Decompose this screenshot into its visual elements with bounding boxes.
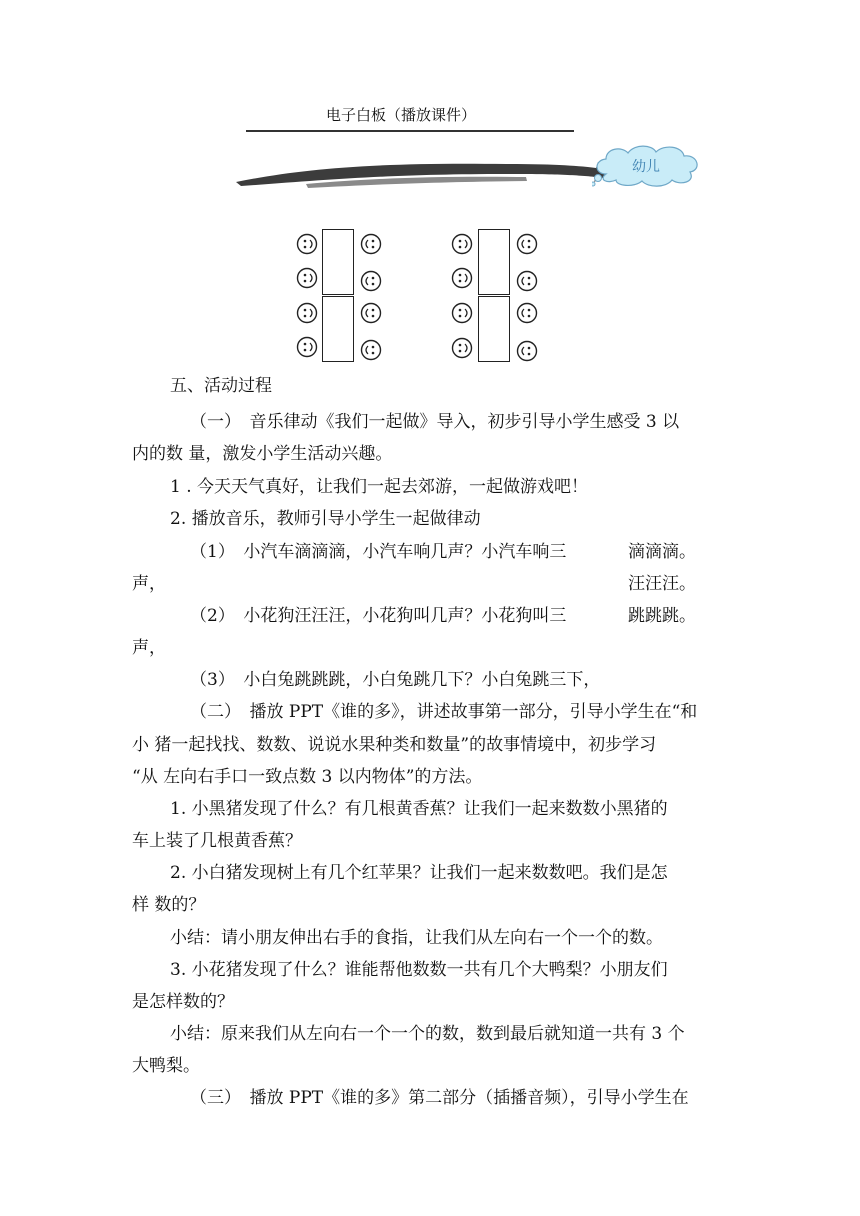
paragraph-line: 3. 小花猪发现了什么？谁能帮他数数一共有几个大鸭梨？小朋友们 [170, 960, 668, 980]
paragraph-line: 声， [132, 574, 166, 594]
smiley-face-icon [360, 339, 382, 361]
paragraph-line: （三） 播放 PPT《谁的多》第二部分（插播音频），引导小学生在 [190, 1088, 689, 1108]
smiley-face-icon [296, 233, 318, 255]
paragraph-line: （一） 音乐律动《我们一起做》导入，初步引导小学生感受 3 以 [190, 412, 680, 432]
paragraph-line: 声， [132, 638, 166, 658]
paragraph-line: 车上装了几根黄香蕉？ [132, 831, 302, 851]
smiley-face-icon [516, 270, 538, 292]
paragraph-line: 样 数的？ [132, 895, 206, 915]
paragraph-line: （1） 小汽车滴滴滴，小汽车响几声？小汽车响三 [190, 542, 567, 562]
paragraph-line: “从 左向右手口一致点数 3 以内物体”的方法。 [132, 767, 483, 787]
board-label: 电子白板（播放课件） [326, 106, 477, 124]
smiley-face-icon [451, 233, 473, 255]
desk [322, 296, 354, 362]
paragraph-line: 内的数 量，激发小学生活动兴趣。 [132, 444, 393, 464]
smiley-face-icon [516, 340, 538, 362]
paragraph-line: 是怎样数的？ [132, 992, 234, 1012]
paragraph-line: （二） 播放 PPT《谁的多》，讲述故事第一部分，引导小学生在“和 [190, 702, 698, 722]
smiley-face-icon [296, 267, 318, 289]
paragraph-line: 小结：请小朋友伸出右手的食指，让我们从左向右一个一个的数。 [170, 928, 663, 948]
whiteboard-line [246, 130, 574, 132]
desk [322, 229, 354, 295]
paragraph-line: （2） 小花狗汪汪汪，小花狗叫几声？小花狗叫三 [190, 606, 567, 626]
paragraph-line: 小 猪一起找找、数数、说说水果种类和数量”的故事情境中，初步学习 [132, 735, 657, 755]
paragraph-line: 1 . 今天天气真好，让我们一起去郊游，一起做游戏吧！ [170, 477, 589, 497]
paragraph-line: 小结：原来我们从左向右一个一个的数，数到最后就知道一共有 3 个 [170, 1024, 685, 1044]
desk [478, 229, 510, 295]
paragraph-line: 1. 小黑猪发现了什么？有几根黄香蕉？让我们一起来数数小黑猪的 [170, 799, 668, 819]
smiley-face-icon [360, 302, 382, 324]
desk [478, 296, 510, 362]
smiley-face-icon [296, 336, 318, 358]
smiley-face-icon [451, 302, 473, 324]
paragraph-line: 跳跳跳。 [628, 606, 696, 626]
smiley-face-icon [360, 270, 382, 292]
cloud-label: 幼儿 [632, 159, 660, 175]
paragraph-line: 2. 播放音乐，教师引导小学生一起做律动 [170, 509, 481, 529]
smiley-face-icon [360, 233, 382, 255]
paragraph-line: 滴滴滴。 [628, 542, 696, 562]
smiley-face-icon [516, 302, 538, 324]
paragraph-line: 大鸭梨。 [132, 1056, 200, 1076]
section-heading: 五、活动过程 [170, 376, 272, 396]
smiley-face-icon [451, 337, 473, 359]
smiley-face-icon [516, 233, 538, 255]
smiley-face-icon [296, 302, 318, 324]
paragraph-line: （3） 小白兔跳跳跳，小白兔跳几下？小白兔跳三下， [190, 670, 601, 690]
paragraph-line: 2. 小白猪发现树上有几个红苹果？让我们一起来数数吧。我们是怎 [170, 863, 668, 883]
smiley-face-icon [451, 267, 473, 289]
paragraph-line: 汪汪汪。 [628, 574, 696, 594]
